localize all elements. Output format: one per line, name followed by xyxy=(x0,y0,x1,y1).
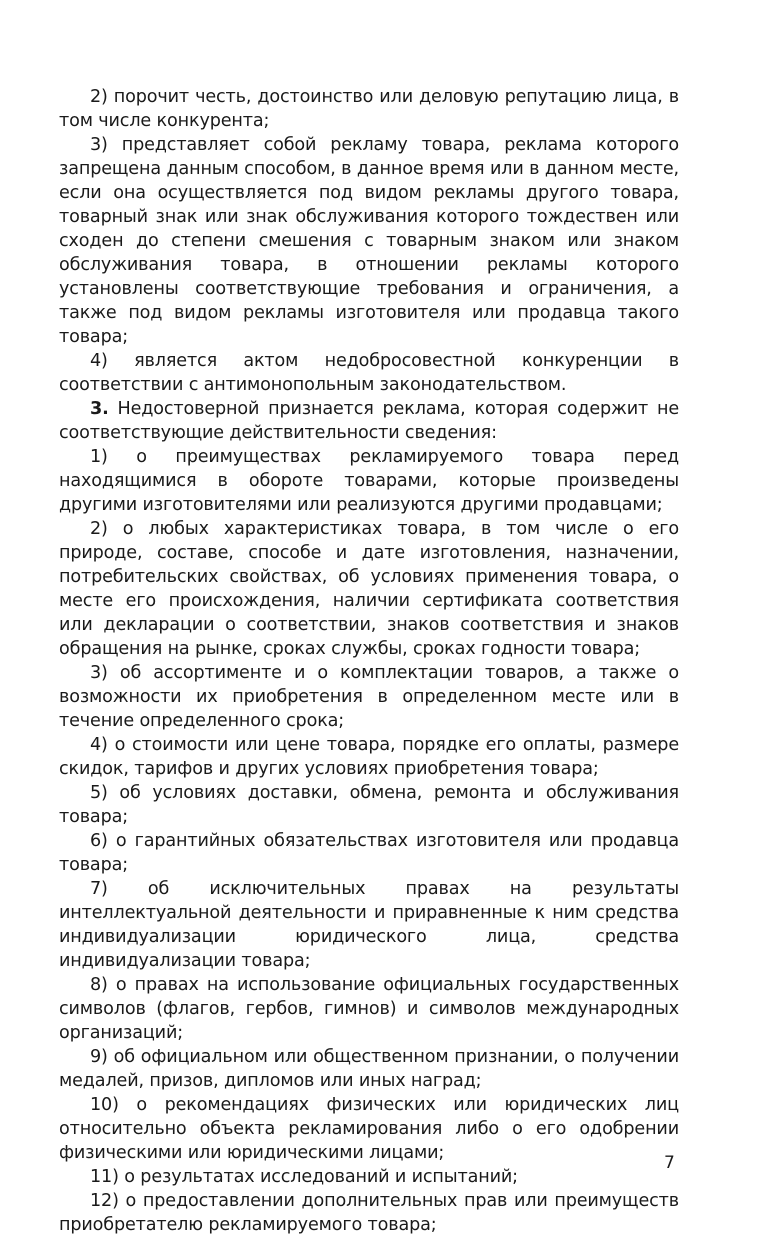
page-body xyxy=(59,85,679,1237)
list-item-2: 2) о любых характеристиках товара, в том числе о его природе, составе, способе и дате изготовления, назначении, потребительских свойствах, об условиях применения товара, о месте его происхождения, наличии сертификата соответствия или декларации о соответствии, знаков соответствия и знаков обращения на рынке, сроках службы, сроках годности товара; xyxy=(59,519,679,659)
page-number: 7 xyxy=(664,1153,675,1173)
list-item-1: 1) о преимуществах рекламируемого товара перед находящимися в обороте товарами, которые произведены другими изготовителями или реализуются другими продавцами; xyxy=(59,447,679,515)
paragraph-clause-3: 3) представляет собой рекламу товара, реклама которого запрещена данным способом, в данное время или в данном месте, если она осуществляется под видом рекламы другого товара, товарный знак или знак обслуживания которого тождествен или сходен до степени смешения с товарным знаком или знаком обслуживания товара, в отношении рекламы которого установлены соответствующие требования и ограничения, а также под видом рекламы изготовителя или продавца такого товара; xyxy=(59,135,679,347)
paragraph-clause-4: 4) является актом недобросовестной конкуренции в соответствии с антимонопольным законодательством. xyxy=(59,351,679,395)
list-item-4: 4) о стоимости или цене товара, порядке его оплаты, размере скидок, тарифов и других условиях приобретения товара; xyxy=(59,735,679,779)
list-item-12: 12) о предоставлении дополнительных прав или преимуществ приобретателю рекламируемого товара; xyxy=(59,1191,679,1235)
paragraph-clause-2: 2) порочит честь, достоинство или деловую репутацию лица, в том числе конкурента; xyxy=(59,87,679,131)
section-text: Недостоверной признается реклама, которая содержит не соответствующие действительности сведения: xyxy=(59,399,679,443)
list-item-7: 7) об исключительных правах на результаты интеллектуальной деятельности и приравненные к ним средства индивидуализации юридического лица, средства индивидуализации товара; xyxy=(59,879,679,971)
list-item-6: 6) о гарантийных обязательствах изготовителя или продавца товара; xyxy=(59,831,679,875)
list-item-9: 9) об официальном или общественном признании, о получении медалей, призов, дипломов или иных наград; xyxy=(59,1047,679,1091)
list-item-3: 3) об ассортименте и о комплектации товаров, а также о возможности их приобретения в определенном месте или в течение определенного срока; xyxy=(59,663,679,731)
list-item-10: 10) о рекомендациях физических или юридических лиц относительно объекта рекламирования либо о его одобрении физическими или юридическими лицами; xyxy=(59,1095,679,1163)
paragraph-section-3 xyxy=(59,397,679,445)
list-item-8: 8) о правах на использование официальных государственных символов (флагов, гербов, гимнов) и символов международных организаций; xyxy=(59,975,679,1043)
section-number: 3. xyxy=(90,399,109,419)
list-item-11: 11) о результатах исследований и испытаний; xyxy=(90,1167,518,1187)
list-item-5: 5) об условиях доставки, обмена, ремонта и обслуживания товара; xyxy=(59,783,679,827)
